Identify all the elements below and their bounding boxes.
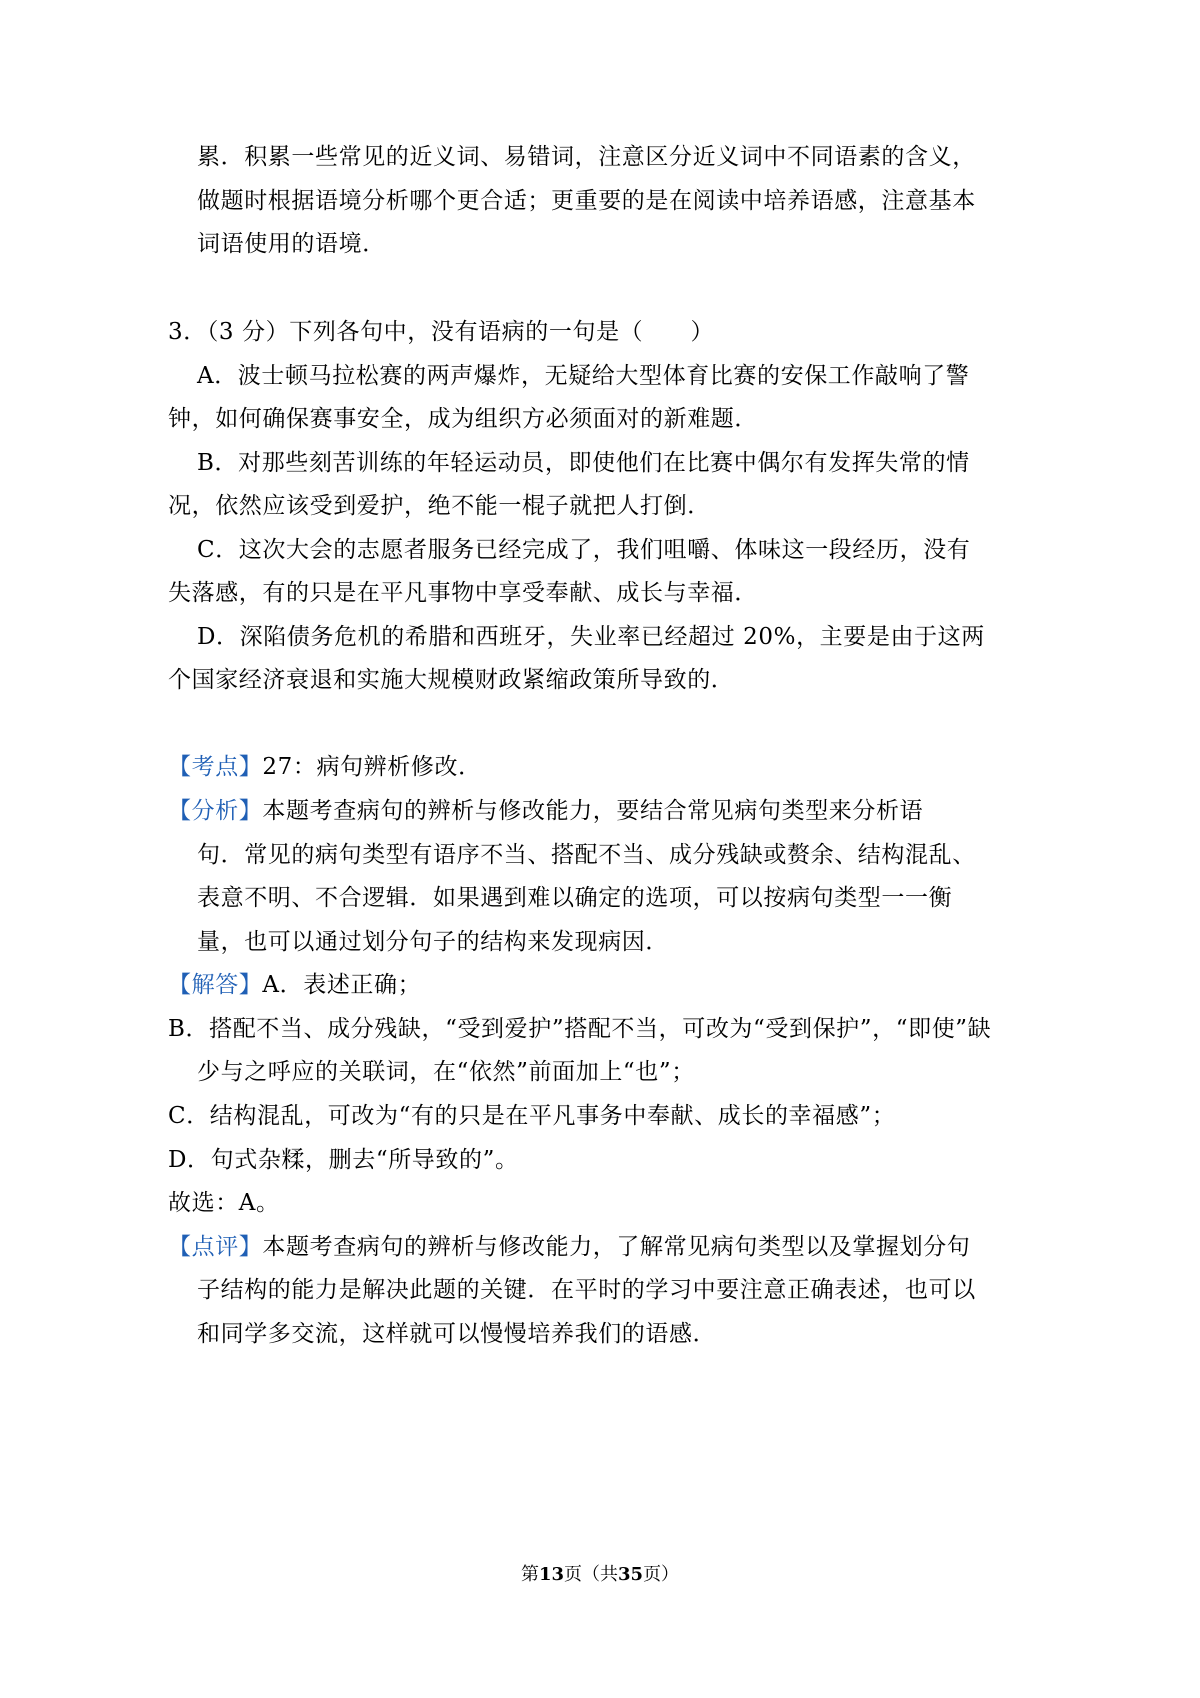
dianping-line-3: 和同学多交流，这样就可以慢慢培养我们的语感． bbox=[197, 1321, 717, 1347]
fenxi-line-1 bbox=[168, 796, 923, 826]
fenxi-line-3: 表意不明、不合逻辑．如果遇到难以确定的选项，可以按病句类型一一衡 bbox=[197, 885, 953, 911]
jieda-tag: 【解答】 bbox=[168, 972, 263, 998]
footer-post: 页） bbox=[643, 1564, 680, 1585]
jieda-b-line-2: 少与之呼应的关联词，在“依然”前面加上“也”； bbox=[197, 1059, 695, 1085]
prev-section-line-1: 累．积累一些常见的近义词、易错词，注意区分近义词中不同语素的含义， bbox=[197, 144, 976, 170]
option-a-line-2: 钟，如何确保赛事安全，成为组织方必须面对的新难题． bbox=[168, 406, 758, 432]
jieda-d-line: D．句式杂糅，删去“所导致的”。 bbox=[168, 1147, 519, 1173]
dianping-tag: 【点评】 bbox=[168, 1234, 263, 1260]
page-footer bbox=[0, 1560, 1200, 1586]
footer-pre: 第 bbox=[520, 1564, 539, 1585]
jieda-line-1 bbox=[168, 970, 421, 1000]
answer-line: 故选：A。 bbox=[168, 1190, 280, 1216]
option-d-line-1: D．深陷债务危机的希腊和西班牙，失业率已经超过 20%，主要是由于这两 bbox=[197, 624, 985, 650]
fenxi-line-2: 句．常见的病句类型有语序不当、搭配不当、成分残缺或赘余、结构混乱、 bbox=[197, 842, 976, 868]
kaodian-text: 27：病句辨析修改． bbox=[262, 754, 482, 780]
kaodian-line bbox=[168, 752, 482, 782]
fenxi-text: 本题考查病句的辨析与修改能力，要结合常见病句类型来分析语 bbox=[262, 798, 924, 824]
option-b-line-2: 况，依然应该受到爱护，绝不能一棍子就把人打倒． bbox=[168, 493, 711, 519]
fenxi-tag: 【分析】 bbox=[168, 798, 263, 824]
dianping-text: 本题考查病句的辨析与修改能力，了解常见病句类型以及掌握划分句 bbox=[262, 1234, 971, 1260]
option-d-line-2: 个国家经济衰退和实施大规模财政紧缩政策所导致的． bbox=[168, 667, 735, 693]
option-a-line-1: A．波士顿马拉松赛的两声爆炸，无疑给大型体育比赛的安保工作敲响了警 bbox=[197, 363, 970, 389]
jieda-b-line-1: B．搭配不当、成分残缺，“受到爱护”搭配不当，可改为“受到保护”，“即使”缺 bbox=[168, 1016, 992, 1042]
jieda-text: A．表述正确； bbox=[262, 972, 422, 998]
kaodian-tag: 【考点】 bbox=[168, 754, 263, 780]
jieda-c-line: C．结构混乱，可改为“有的只是在平凡事务中奉献、成长的幸福感”； bbox=[168, 1103, 896, 1129]
prev-section-line-2: 做题时根据语境分析哪个更合适；更重要的是在阅读中培养语感，注意基本 bbox=[197, 188, 976, 214]
option-c-line-1: C．这次大会的志愿者服务已经完成了，我们咀嚼、体味这一段经历，没有 bbox=[197, 537, 971, 563]
footer-total-pages: 35 bbox=[618, 1564, 644, 1585]
option-c-line-2: 失落感，有的只是在平凡事物中享受奉献、成长与幸福． bbox=[168, 580, 758, 606]
dianping-line-2: 子结构的能力是解决此题的关键．在平时的学习中要注意正确表述，也可以 bbox=[197, 1277, 976, 1303]
question-stem: 3．（3 分）下列各句中，没有语病的一句是（ ） bbox=[168, 319, 715, 345]
dianping-line-1 bbox=[168, 1232, 970, 1262]
fenxi-line-4: 量，也可以通过划分句子的结构来发现病因． bbox=[197, 929, 669, 955]
footer-mid: 页（共 bbox=[564, 1564, 618, 1585]
footer-page-number: 13 bbox=[538, 1564, 564, 1585]
prev-section-line-3: 词语使用的语境． bbox=[197, 231, 386, 257]
option-b-line-1: B．对那些刻苦训练的年轻运动员，即使他们在比赛中偶尔有发挥失常的情 bbox=[197, 450, 970, 476]
